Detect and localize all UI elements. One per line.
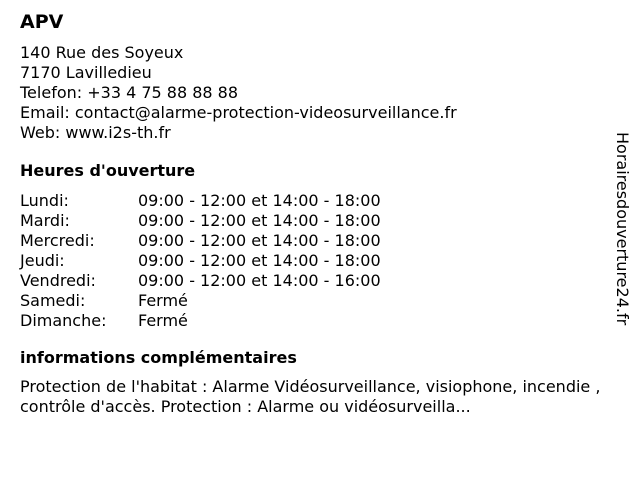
day-label: Lundi:	[20, 191, 69, 210]
hours-row-thursday	[20, 251, 605, 271]
day-label: Mardi:	[20, 211, 70, 230]
hours-row-sunday	[20, 311, 605, 331]
address-city: 7170 Lavilledieu	[20, 63, 152, 82]
day-hours: Fermé	[138, 291, 188, 310]
day-label: Jeudi:	[20, 251, 65, 270]
day-label: Vendredi:	[20, 271, 96, 290]
opening-hours-table	[20, 191, 605, 331]
hours-row-tuesday	[20, 211, 605, 231]
day-hours: 09:00 - 12:00 et 14:00 - 18:00	[138, 211, 381, 230]
additional-info-text: Protection de l'habitat : Alarme Vidéosurveillance, visiophone, incendie , contrôle d'accès. Protection : Alarme ou vidéosurveilla...	[20, 377, 601, 416]
additional-info-heading: informations complémentaires	[20, 348, 297, 367]
day-label: Dimanche:	[20, 311, 107, 330]
day-hours: 09:00 - 12:00 et 14:00 - 18:00	[138, 191, 381, 210]
day-hours: 09:00 - 12:00 et 14:00 - 18:00	[138, 251, 381, 270]
day-hours: 09:00 - 12:00 et 14:00 - 16:00	[138, 271, 381, 290]
email-line: Email: contact@alarme-protection-videosurveillance.fr	[20, 103, 457, 122]
hours-row-saturday	[20, 291, 605, 311]
day-label: Samedi:	[20, 291, 86, 310]
opening-hours-heading: Heures d'ouverture	[20, 161, 196, 180]
address-street: 140 Rue des Soyeux	[20, 43, 184, 62]
hours-row-wednesday	[20, 231, 605, 251]
business-name: APV	[20, 11, 64, 33]
business-card	[20, 10, 605, 417]
day-hours: Fermé	[138, 311, 188, 330]
site-watermark: Horairesdouverture24.fr	[613, 132, 632, 326]
hours-row-monday	[20, 191, 605, 211]
hours-row-friday	[20, 271, 605, 291]
web-line: Web: www.i2s-th.fr	[20, 123, 171, 142]
day-hours: 09:00 - 12:00 et 14:00 - 18:00	[138, 231, 381, 250]
day-label: Mercredi:	[20, 231, 95, 250]
phone-line: Telefon: +33 4 75 88 88 88	[20, 83, 239, 102]
